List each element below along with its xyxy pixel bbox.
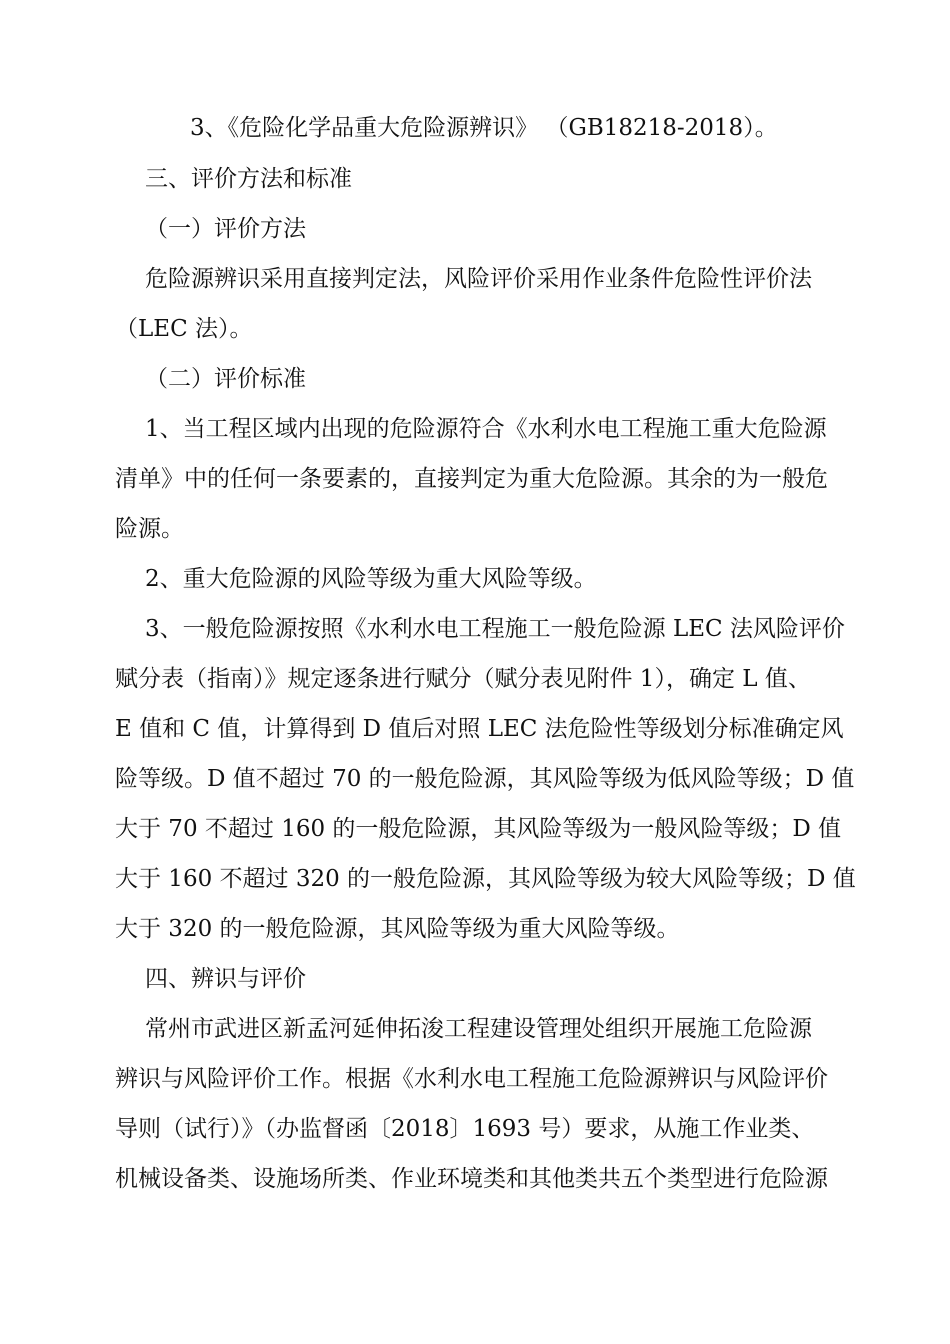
paragraph-line: E 值和 C 值，计算得到 D 值后对照 LEC 法危险性等级划分标准确定风 (115, 716, 844, 742)
paragraph-line: 常州市武进区新孟河延伸拓浚工程建设管理处组织开展施工危险源 (145, 1016, 812, 1042)
paragraph-line: 大于 320 的一般危险源，其风险等级为重大风险等级。 (115, 916, 680, 942)
paragraph-line: （LEC 法）。 (115, 316, 253, 342)
section-heading-4: 四、辨识与评价 (145, 966, 306, 992)
paragraph-line: 2、重大危险源的风险等级为重大风险等级。 (145, 566, 597, 592)
subheading-method: （一）评价方法 (145, 216, 306, 242)
paragraph-line: 导则（试行）》（办监督函〔2018〕1693 号）要求，从施工作业类、 (115, 1116, 815, 1142)
paragraph-line: 危险源辨识采用直接判定法，风险评价采用作业条件危险性评价法 (145, 266, 812, 292)
paragraph-line: 赋分表（指南）》规定逐条进行赋分（赋分表见附件 1），确定 L 值、 (115, 666, 811, 692)
paragraph-line: 清单》中的任何一条要素的，直接判定为重大危险源。其余的为一般危 (115, 466, 828, 492)
paragraph-line: 大于 160 不超过 320 的一般危险源，其风险等级为较大风险等级；D 值 (115, 866, 856, 892)
paragraph-line: 辨识与风险评价工作。根据《水利水电工程施工危险源辨识与风险评价 (115, 1066, 828, 1092)
paragraph-line: 机械设备类、设施场所类、作业环境类和其他类共五个类型进行危险源 (115, 1166, 828, 1192)
standard-item-3: 3、《危险化学品重大危险源辨识》 （GB18218-2018）。 (190, 115, 778, 141)
paragraph-line: 大于 70 不超过 160 的一般危险源，其风险等级为一般风险等级；D 值 (115, 816, 842, 842)
paragraph-line: 险源。 (115, 516, 184, 542)
subheading-standard: （二）评价标准 (145, 366, 306, 392)
section-heading-3: 三、评价方法和标准 (145, 166, 352, 192)
paragraph-line: 3、一般危险源按照《水利水电工程施工一般危险源 LEC 法风险评价 (145, 616, 845, 642)
paragraph-line: 1、当工程区域内出现的危险源符合《水利水电工程施工重大危险源 (145, 416, 827, 442)
paragraph-line: 险等级。D 值不超过 70 的一般危险源，其风险等级为低风险等级；D 值 (115, 766, 855, 792)
